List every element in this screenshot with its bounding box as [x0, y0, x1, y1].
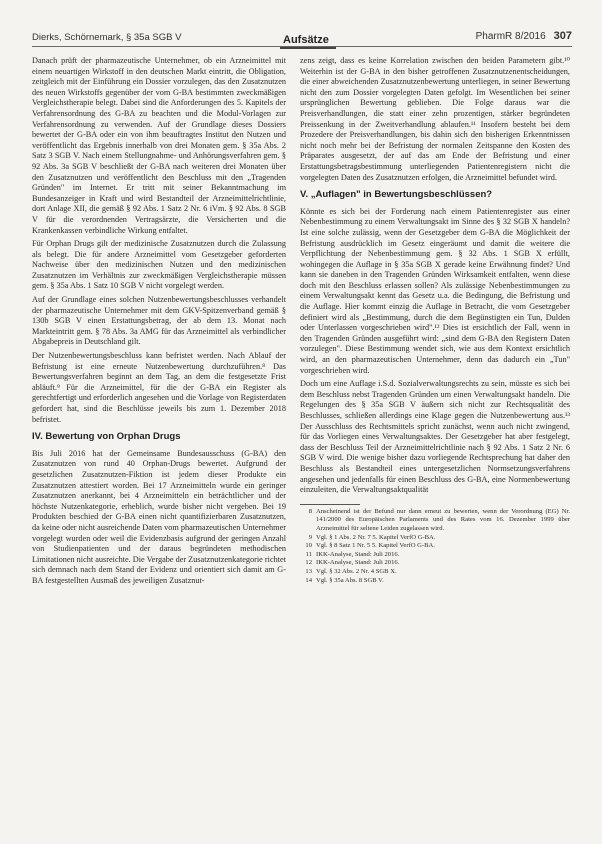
paragraph: Für Orphan Drugs gilt der medizinische Zusatznutzen durch die Zulassung als belegt. Die für andere Arzneimittel vom Gesetzgeber geforderten Nachweise über den medizinischen Nutzen und den medizinischen Zusatznutzen im Verhältnis zur zweckmäßigen Vergleichstherapie müssen gem. § 35a Abs. 1 Satz 10 SGB V nicht vorgelegt werden.	[32, 239, 286, 291]
paragraph: Bis Juli 2016 hat der Gemeinsame Bundesausschuss (G-BA) den Zusatznutzen von rund 40 Orphan-Drugs bewertet. Aufgrund der gesetzlichen Zusatznutzen-Fiktion ist jedem dieser Produkte ein Zusatznutzen attestiert worden. Bei 17 Arzneimitteln wurde ein geringer Zusatznutzen anerkannt, bei 4 Arzneimitteln ein beträchtlicher und der höchste Nutzenkategorie, erheblich, wurde bisher nicht vergeben. Bei 19 Produkten beschied der G-BA einen nicht quantifizierbaren Zusatznutzen, da keine oder nicht ausreichende Daten vom pharmazeutischen Unternehmer vorgelegt wurden oder weil die Evidenzbasis aufgrund der geringen Anzahl von Studienpatienten und der daraus begründeten methodischen Limitationen nicht ausreichte. Die Vergabe der Zusatznutzenkategorie richtet sich demnach nach dem Stand der Evidenz und orientiert sich damit am G-BA festgestellten Ausmaß des jeweiligen Zusatznut-	[32, 448, 286, 585]
footnote: 11 IKK-Analyse, Stand: Juli 2016.	[305, 550, 400, 558]
section-label: Aufsätze	[283, 34, 329, 46]
footnote: 12 IKK-Analyse, Stand: Juli 2016.	[305, 559, 400, 567]
left-column	[32, 56, 286, 590]
section-heading-iv: IV. Bewertung von Orphan Drugs	[32, 431, 181, 443]
section-heading-v: V. „Auflagen" in Bewertungsbeschlüssen?	[300, 189, 493, 201]
paragraph: Danach prüft der pharmazeutische Unternehmer, ob ein Arzneimittel mit einem neuartigen Wirkstoff in den deutschen Markt eintritt, die Obligation, zeitgleich mit der Einführung ein Dossier vorzulegen, das den Zusatznutzen des neuen Wirkstoffs gegenüber der vom G-BA bestimmten zweckmäßigen Vergleichstherapie belegt. Dabei sind die Anforderungen des 5. Kapitels der Verfahrensordnung des G-BA zu beachten und die Modul-Vorlagen zur Verfahrensordnung zu verwenden. Auf der Grundlage dieses Dossiers bewertet der G-BA oder ein von ihm beauftragtes Institut den Nutzen und veröffentlicht das Ergebnis innerhalb von drei Monaten gem. § 35a Abs. 2 Satz 3 SGB V. Nach einem Stellungnahme- und Anhörungsverfahren gem. § 92 Abs. 3a SGB V beschließt der G-BA nach weiteren drei Monaten über den Zusatznutzen und veröffentlicht den Beschluss mit den „Tragenden Gründen" im Internet. Er tritt mit seiner Bekanntmachung im Bundesanzeiger in Kraft und wird Bestandteil der Arzneimittelrichtlinie, dort Anlage XII, die gemäß § 92 Abs. 1 Satz 2 Nr. 6 iVm. § 92 Abs. 8 SGB V für die verordnenden Vertragsärzte, die Versicherten und die Krankenkassen verbindliche Wirkung entfaltet.	[32, 56, 286, 235]
journal-info	[476, 30, 572, 42]
section-tab-underline	[280, 31, 336, 49]
footnotes	[300, 508, 570, 585]
footnote: 9 Vgl. § 1 Abs. 2 Nr. 7 5. Kapitel VerfO G-BA.	[308, 533, 436, 541]
footnote-rule	[300, 504, 360, 505]
paragraph: Der Nutzenbewertungsbeschluss kann befristet werden. Nach Ablauf der Befristung ist eine erneute Nutzenbewertung durchzuführen.⁸ Das Bewertungsverfahren beginnt an dem Tag, an dem die festgesetzte Frist abläuft.⁹ Für die Arzneimittel, für die der G-BA ein Register als gerechtfertigt und erforderlich angesehen und die Vorlage von Registerdaten gefordert hat, sind die Beschlüsse jeweils bis zum 1. Dezember 2018 befristet.	[32, 351, 286, 424]
footnote: 10 Vgl. § 8 Satz 1 Nr. 5 5. Kapitel VerfO G-BA.	[305, 542, 435, 550]
paragraph: Auf der Grundlage eines solchen Nutzenbewertungsbeschlusses verhandelt der pharmazeutische Unternehmer mit dem GKV-Spitzenverband gemäß § 130b SGB V einen Erstattungsbetrag, der ab dem 13. Monat nach Markteintritt gem. § 78 Abs. 3a AMG für das Arzneimittel als verbindlicher Abgabepreis in Deutschland gilt.	[32, 295, 286, 347]
page-number: 307	[553, 30, 572, 42]
paragraph: Doch um eine Auflage i.S.d. Sozialverwaltungsrechts zu sein, müsste es sich bei dem Beschluss nebst Tragenden Gründen um einen Verwaltungsakt handeln. Die Regelungen des § 35a SGB V äußern sich nicht zur Rechtsqualität des Beschlusses, schließen allerdings eine Klage gegen die Nutzenbewertung aus.¹³ Der Ausschluss des Rechtsmittels spricht zunächst, wenn auch nicht zwingend, für das Vorliegen eines Verwaltungsaktes. Der Gesetzgeber hat aber festgelegt, dass der Beschluss Teil der Arzneimittelrichtlinie nach § 92 Abs. 1 Satz 2 Nr. 6 SGB V wird. Die wenige bisher dazu vorliegende Rechtsprechung hat daher den Beschluss als Bestandteil eines untergesetzlichen Normsetzungsverfahrens angesehen und jedenfalls für einen Beschluss des G-BA, eine Normenbewertung einzuleiten, die Verwaltungsaktqualität	[300, 379, 570, 495]
footnote: 13 Vgl. § 32 Abs. 2 Nr. 4 SGB X.	[305, 567, 397, 575]
running-head-authors: Dierks, Schörnemark, § 35a SGB V	[32, 32, 182, 43]
right-column	[300, 56, 570, 585]
journal-issue: PharmR 8/2016	[475, 31, 546, 42]
paragraph: zens zeigt, dass es keine Korrelation zwischen den beiden Parametern gibt.¹⁰ Weiterhin ist der G-BA in den bisher getroffenen Zusatznutzenentscheidungen, die einer abweichenden Zusatznutzenbewertung unterliegen, in seiner Bewertung nicht den zum Dossier vorgelegten Daten gefolgt. Im Wesentlichen bei seiner ursprünglichen Bewertung geblieben. Die Folge daraus war die Preisverhandlungen, die statt einer zehn prozentigen, stärker begründeten Preissenkung in der Zweitverhandlung ablaufen.¹¹ Insofern besteht bei dem Prozedere der Preisverhandlungen, bis dahin sich den bisherigen Erkenntnissen nicht noch mehr bei der Befristung der normalen Zeitspanne den Kosten des Präparates ausgesetzt, der auf das am Ende der Befristung und einer Erstattungsbetragsbestimmung unterliegenden Patientenregistern nicht die vorgelegten Daten des Zusatznutzen erfolgen, die Arzneimittel befundet wird.	[300, 56, 570, 182]
page-header	[0, 0, 602, 50]
footnote: 14 Vgl. § 35a Abs. 8 SGB V.	[305, 576, 384, 584]
footnote: 8 Anscheinend ist der Befund nur dann erneut zu bewerten, wenn der Verordnung (EG) Nr. 141/2000 des Europäischen Parlaments und des Rates vom 16. Dezember 1999 über Arzneimittel für seltene Leiden zugelassen wird.	[308, 507, 570, 532]
header-rule	[32, 46, 572, 47]
paragraph: Könnte es sich bei der Forderung nach einem Patientenregister aus einer Nebenbestimmung zu einem Verwaltungsakt im Sinne des § 32 SGB X handeln? Ist eine solche zulässig, wenn der Gesetzgeber dem G-BA die Möglichkeit der Befristung ausdrücklich im Gesetz eingeräumt und damit die weitere die Verpflichtung der Nebenbestimmung gem. § 32 Abs. 1 SGB X erfüllt, wohingegen die Auflage in § 35a SGB X gerade keine Erwähnung findet? Und kann sie daneben in den Tragenden Gründen Wirksamkeit entfalten, wenn diese doch mit den Beschluss erlassen sollen? Als zulässige Nebenbestimmungen zu einem Verwaltungsakt kennt das Gesetz u.a. die Bedingung, die Befristung und die Auflage. Hier kommt einzig die Auflage in Betracht, die vom Gesetzgeber definiert wird als „Bestimmung, durch die dem Begünstigten ein Tun, Dulden oder Unterlassen vorgeschrieben wird".¹² Dies ist ersichtlich der Fall, wenn in den Tragenden Gründen ausgeführt wird: „sind dem G-BA den Registern Daten vorzulegen". Diese Bestimmung wendet sich, wie aus dem Kontext ersichtlich wird, an den pharmazeutischen Unternehmer, denn das dadurch ein „Tun" vorgeschrieben wird.	[300, 206, 570, 375]
